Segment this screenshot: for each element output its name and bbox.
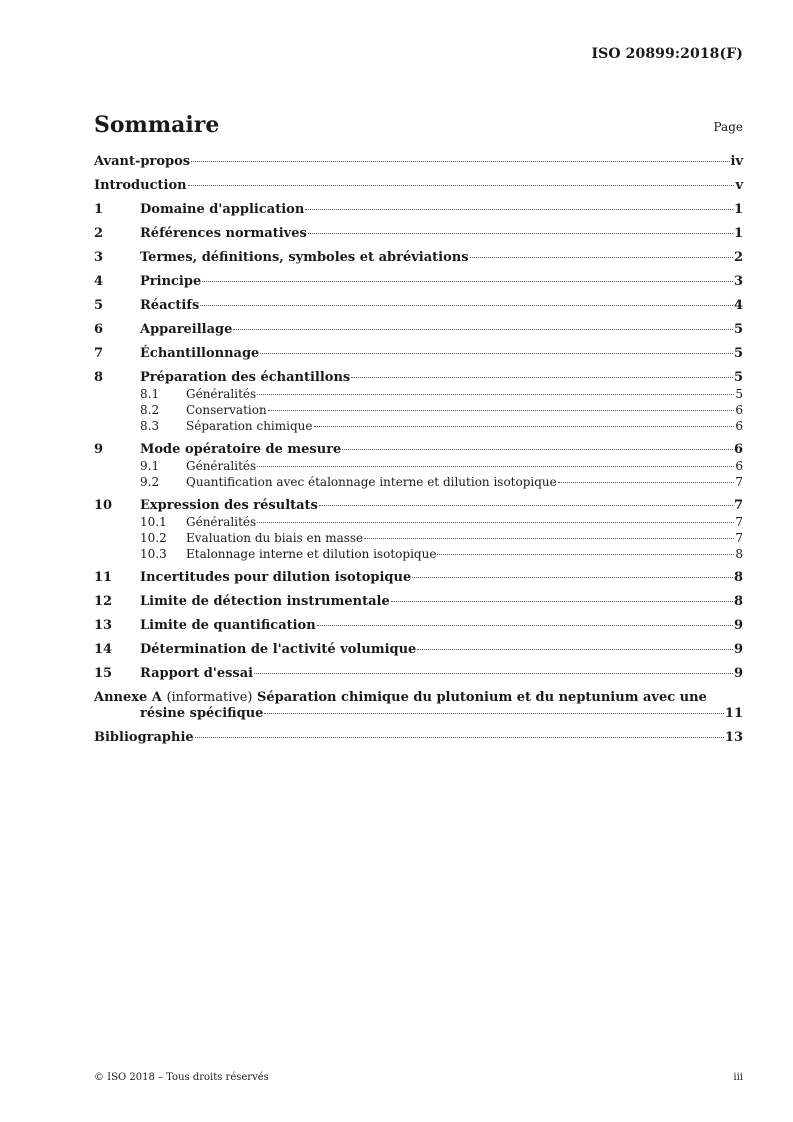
dot-leader — [305, 209, 733, 210]
toc-entry-page: 8 — [735, 547, 743, 561]
toc-entry-page: 1 — [733, 202, 743, 217]
toc-entry-number: 8 — [94, 370, 104, 385]
toc-entry-number: 9 — [94, 442, 104, 457]
toc-entry-number: 11 — [94, 570, 113, 585]
toc-entry-label: Conservation — [186, 403, 267, 417]
dot-leader — [558, 482, 735, 483]
dot-leader — [470, 257, 733, 258]
page-number: iii — [733, 1072, 743, 1083]
table-of-contents — [94, 154, 743, 746]
toc-entry-section-6[interactable] — [94, 322, 743, 338]
toc-subentry-9-1[interactable] — [94, 458, 743, 474]
toc-entry-label: Généralités — [186, 515, 257, 529]
toc-entry-label: Mode opératoire de mesure — [140, 442, 342, 457]
toc-entry-page: 11 — [724, 706, 743, 721]
dot-leader — [364, 538, 734, 539]
toc-entry-page: 5 — [735, 387, 743, 401]
toc-entry-label: Séparation chimique — [186, 419, 313, 433]
dot-leader — [257, 466, 734, 467]
toc-entry-page: 8 — [733, 570, 743, 585]
toc-subentry-10-2[interactable] — [94, 530, 743, 546]
toc-entry-number: 10 — [94, 498, 113, 513]
toc-entry-label: Incertitudes pour dilution isotopique — [140, 570, 412, 585]
toc-entry-number: 8.3 — [140, 419, 160, 433]
toc-subentry-8-1[interactable] — [94, 386, 743, 402]
toc-entry-number: 8.1 — [140, 387, 160, 401]
toc-entry-page: 5 — [733, 346, 743, 361]
dot-leader — [257, 394, 734, 395]
toc-entry-section-5[interactable] — [94, 298, 743, 314]
toc-entry-page: v — [735, 178, 743, 193]
toc-entry-label: Termes, définitions, symboles et abréviations — [140, 250, 469, 265]
dot-leader — [412, 577, 733, 578]
toc-entry-page: 2 — [733, 250, 743, 265]
toc-entry-label: Quantification avec étalonnage interne et dilution isotopique — [186, 475, 557, 489]
dot-leader — [195, 737, 724, 738]
toc-entry-page: iv — [730, 154, 743, 169]
toc-entry-label: Domaine d'application — [140, 202, 305, 217]
page-title: Sommaire — [94, 112, 220, 138]
toc-entry-label: Introduction — [94, 178, 187, 193]
dot-leader — [351, 377, 733, 378]
dot-leader — [391, 601, 733, 602]
toc-entry-page: 9 — [733, 618, 743, 633]
toc-entry-label: Préparation des échantillons — [140, 370, 351, 385]
toc-entry-section-14[interactable] — [94, 642, 743, 658]
document-id: ISO 20899:2018(F) — [591, 46, 743, 62]
toc-entry-section-2[interactable] — [94, 226, 743, 242]
toc-entry-page: 5 — [733, 322, 743, 337]
toc-entry-page: 9 — [733, 666, 743, 681]
toc-entry-page: 9 — [733, 642, 743, 657]
dot-leader — [417, 649, 733, 650]
toc-entry-number: 9.2 — [140, 475, 160, 489]
dot-leader — [202, 281, 733, 282]
dot-leader — [257, 522, 734, 523]
toc-entry-page: 8 — [733, 594, 743, 609]
toc-entry-number: 2 — [94, 226, 104, 241]
dot-leader — [437, 554, 734, 555]
toc-entry-page: 7 — [735, 475, 743, 489]
annex-qualifier: (informative) — [166, 690, 253, 705]
toc-entry-page: 6 — [733, 442, 743, 457]
toc-entry-page: 4 — [733, 298, 743, 313]
toc-entry-section-3[interactable] — [94, 250, 743, 266]
toc-entry-page: 1 — [733, 226, 743, 241]
toc-entry-introduction[interactable] — [94, 178, 743, 194]
dot-leader — [260, 353, 733, 354]
annex-title-line2: résine spécifique — [140, 706, 264, 721]
toc-entry-annex-a[interactable] — [94, 690, 743, 722]
dot-leader — [342, 449, 733, 450]
toc-entry-label: Avant-propos — [94, 154, 191, 169]
toc-entry-number: 7 — [94, 346, 104, 361]
toc-entry-number: 10.2 — [140, 531, 167, 545]
toc-entry-section-1[interactable] — [94, 202, 743, 218]
toc-entry-number: 15 — [94, 666, 113, 681]
toc-entry-label: Limite de quantification — [140, 618, 316, 633]
toc-entry-section-9[interactable] — [94, 442, 743, 458]
toc-entry-number: 6 — [94, 322, 104, 337]
toc-entry-label: Réactifs — [140, 298, 200, 313]
toc-entry-label: Références normatives — [140, 226, 307, 241]
toc-entry-label: Etalonnage interne et dilution isotopique — [186, 547, 437, 561]
page-column-label: Page — [713, 120, 743, 134]
toc-subentry-10-3[interactable] — [94, 546, 743, 562]
toc-entry-label: Expression des résultats — [140, 498, 318, 513]
toc-entry-label: Evaluation du biais en masse — [186, 531, 364, 545]
toc-entry-number: 12 — [94, 594, 113, 609]
toc-entry-label: Détermination de l'activité volumique — [140, 642, 417, 657]
copyright-notice: © ISO 2018 – Tous droits réservés — [94, 1072, 269, 1083]
toc-entry-page: 6 — [735, 403, 743, 417]
annex-prefix: Annexe A — [94, 690, 162, 705]
toc-entry-page: 13 — [724, 730, 743, 745]
toc-entry-label: Bibliographie — [94, 730, 194, 745]
toc-entry-label: Généralités — [186, 387, 257, 401]
dot-leader — [319, 505, 733, 506]
toc-entry-page: 7 — [735, 515, 743, 529]
toc-entry-number: 13 — [94, 618, 113, 633]
dot-leader — [233, 329, 733, 330]
toc-entry-page: 7 — [733, 498, 743, 513]
toc-entry-label: Limite de détection instrumentale — [140, 594, 390, 609]
toc-entry-number: 9.1 — [140, 459, 160, 473]
toc-entry-section-12[interactable] — [94, 594, 743, 610]
toc-entry-label: Appareillage — [140, 322, 233, 337]
toc-entry-section-13[interactable] — [94, 618, 743, 634]
toc-entry-number: 4 — [94, 274, 104, 289]
toc-subentry-9-2[interactable] — [94, 474, 743, 490]
toc-entry-bibliographie[interactable] — [94, 730, 743, 746]
toc-entry-section-11[interactable] — [94, 570, 743, 586]
toc-subentry-10-1[interactable] — [94, 514, 743, 530]
dot-leader — [314, 426, 735, 427]
toc-entry-section-8[interactable] — [94, 370, 743, 386]
dot-leader — [254, 673, 733, 674]
toc-entry-avant-propos[interactable] — [94, 154, 743, 170]
dot-leader — [317, 625, 733, 626]
toc-subentry-8-3[interactable] — [94, 418, 743, 434]
toc-entry-label: Généralités — [186, 459, 257, 473]
dot-leader — [191, 161, 729, 162]
toc-entry-number: 10.3 — [140, 547, 167, 561]
toc-entry-number: 8.2 — [140, 403, 160, 417]
toc-entry-number: 1 — [94, 202, 104, 217]
toc-entry-page: 7 — [735, 531, 743, 545]
toc-entry-section-7[interactable] — [94, 346, 743, 362]
dot-leader — [308, 233, 733, 234]
toc-entry-page: 5 — [733, 370, 743, 385]
toc-entry-label: Échantillonnage — [140, 346, 260, 361]
toc-entry-section-4[interactable] — [94, 274, 743, 290]
toc-entry-section-10[interactable] — [94, 498, 743, 514]
toc-entry-page: 6 — [735, 419, 743, 433]
toc-entry-label: Rapport d'essai — [140, 666, 254, 681]
dot-leader — [264, 713, 723, 714]
toc-entry-number: 5 — [94, 298, 104, 313]
dot-leader — [200, 305, 733, 306]
toc-entry-number: 3 — [94, 250, 104, 265]
toc-subentry-8-2[interactable] — [94, 402, 743, 418]
dot-leader — [188, 185, 735, 186]
toc-entry-number: 14 — [94, 642, 113, 657]
annex-title-line1: Séparation chimique du plutonium et du neptunium avec une — [257, 690, 707, 705]
toc-entry-page: 3 — [733, 274, 743, 289]
dot-leader — [268, 410, 735, 411]
title-row — [94, 112, 743, 142]
toc-entry-label: Principe — [140, 274, 202, 289]
toc-entry-number: 10.1 — [140, 515, 167, 529]
toc-entry-section-15[interactable] — [94, 666, 743, 682]
toc-entry-page: 6 — [735, 459, 743, 473]
